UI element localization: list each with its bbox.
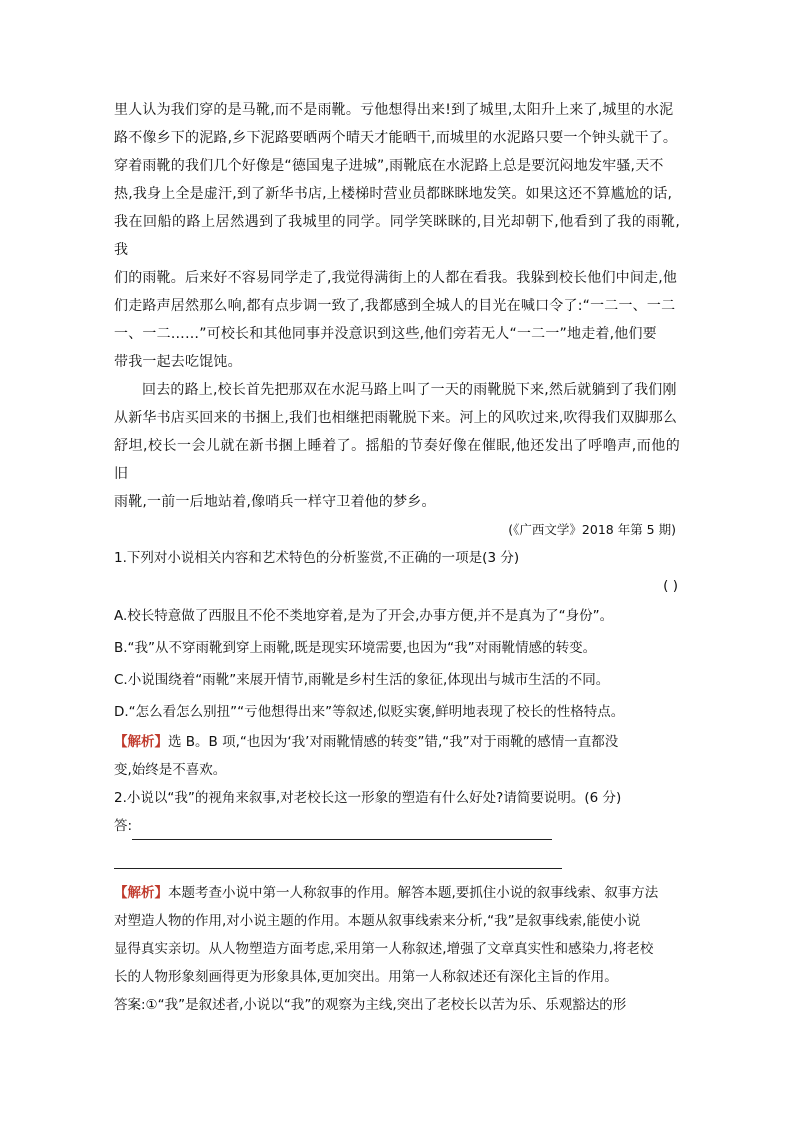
- question-1-analysis: [114, 728, 680, 756]
- option-c: C.小说围绕着“雨靴”来展开情节,雨靴是乡村生活的象征,体现出与城市生活的不同。: [114, 672, 610, 688]
- option-a: A.校长特意做了西服且不伦不类地穿着,是为了开会,办事方便,并不是真为了“身份”。: [114, 608, 614, 624]
- story-line: 从新华书店买回来的书捆上,我们也相继把雨靴脱下来。河上的风吹过来,吹得我们双脚那么: [114, 410, 678, 426]
- story-paragraph-2: [114, 376, 680, 516]
- story-line: 们走路声居然那么响,都有点步调一致了,我都感到全城人的目光在喊口令了:“一二一、一二: [114, 298, 676, 314]
- story-line: 们的雨靴。后来好不容易同学走了,我觉得满街上的人都在看我。我躲到校长他们中间走,他: [114, 270, 678, 286]
- story-paragraph-1: [114, 96, 680, 376]
- answer-label: 答:: [114, 818, 133, 834]
- option-b: B.“我”从不穿雨靴到穿上雨靴,既是现实环境需要,也因为“我”对雨靴情感的转变。: [114, 640, 597, 656]
- answer-parentheses: ( ): [663, 578, 678, 594]
- answer-text: 答案:①“我”是叙述者,小说以“我”的观察为主线,突出了老校长以苦为乐、乐观豁达的形: [114, 997, 627, 1013]
- story-line: 雨靴,一前一后地站着,像哨兵一样守卫着他的梦乡。: [114, 494, 436, 510]
- question-1-text: 1.下列对小说相关内容和艺术特色的分析鉴赏,不正确的一项是(3 分): [114, 550, 520, 566]
- answer-blank-line[interactable]: [132, 821, 552, 840]
- analysis-line: 显得真实亲切。从人物塑造方面考虑,采用第一人称叙述,增强了文章真实性和感染力,将老校: [114, 941, 654, 957]
- analysis-text: 本题考查小说中第一人称叙事的作用。解答本题,要抓住小说的叙事线索、叙事方法: [168, 885, 659, 901]
- story-line: 带我一起去吃馄饨。: [114, 354, 242, 370]
- story-line: 一、一二……”可校长和其他同事并没意识到这些,他们旁若无人“一二一”地走着,他们要: [114, 326, 657, 342]
- analysis-tag: 【解析】: [114, 734, 168, 750]
- story-line: 回去的路上,校长首先把那双在水泥马路上叫了一天的雨靴脱下来,然后就躺到了我们刚: [142, 382, 677, 398]
- document-page: [114, 96, 680, 1019]
- answer-blank-line-2[interactable]: [114, 840, 562, 869]
- analysis-line: 长的人物形象刻画得更为形象具体,更加突出。用第一人称叙述还有深化主旨的作用。: [114, 969, 618, 985]
- story-line: 热,我身上全是虚汗,到了新华书店,上楼梯时营业员都眯眯地发笑。如果这还不算尴尬的话,: [114, 186, 673, 202]
- analysis-text: 选 B。B 项,“也因为‘我’对雨靴情感的转变”错,“我”对于雨靴的感情一直都没: [168, 734, 619, 750]
- story-line: 里人认为我们穿的是马靴,而不是雨靴。亏他想得出来!到了城里,太阳升上来了,城里的水泥: [114, 102, 674, 118]
- answer-area: [114, 812, 680, 840]
- option-d: D.“怎么看怎么别扭”“亏他想得出来”等叙述,似贬实褒,鲜明地表现了校长的性格特点。: [114, 704, 625, 720]
- analysis-line: 对塑造人物的作用,对小说主题的作用。本题从叙事线索来分析,“我”是叙事线索,能使小说: [114, 913, 641, 929]
- question-1: [114, 544, 680, 784]
- question-2-analysis: [114, 879, 680, 907]
- story-line: 我在回船的路上居然遇到了我城里的同学。同学笑眯眯的,目光却朝下,他看到了我的雨靴,我: [114, 214, 680, 258]
- question-2-text: 2.小说以“我”的视角来叙事,对老校长这一形象的塑造有什么好处?请简要说明。(6 分): [114, 790, 622, 806]
- analysis-line: 变,始终是不喜欢。: [114, 762, 227, 778]
- story-line: 穿着雨靴的我们几个好像是“德国鬼子进城”,雨靴底在水泥路上总是要沉闷地发牢骚,天不: [114, 158, 664, 174]
- question-2: [114, 784, 680, 1019]
- analysis-tag: 【解析】: [114, 885, 168, 901]
- story-source: (《广西文学》2018 年第 5 期): [508, 522, 676, 537]
- story-line: 舒坦,校长一会儿就在新书捆上睡着了。摇船的节奏好像在催眠,他还发出了呼噜声,而他的旧: [114, 438, 680, 482]
- story-line: 路不像乡下的泥路,乡下泥路要晒两个晴天才能晒干,而城里的水泥路只要一个钟头就干了。: [114, 130, 678, 146]
